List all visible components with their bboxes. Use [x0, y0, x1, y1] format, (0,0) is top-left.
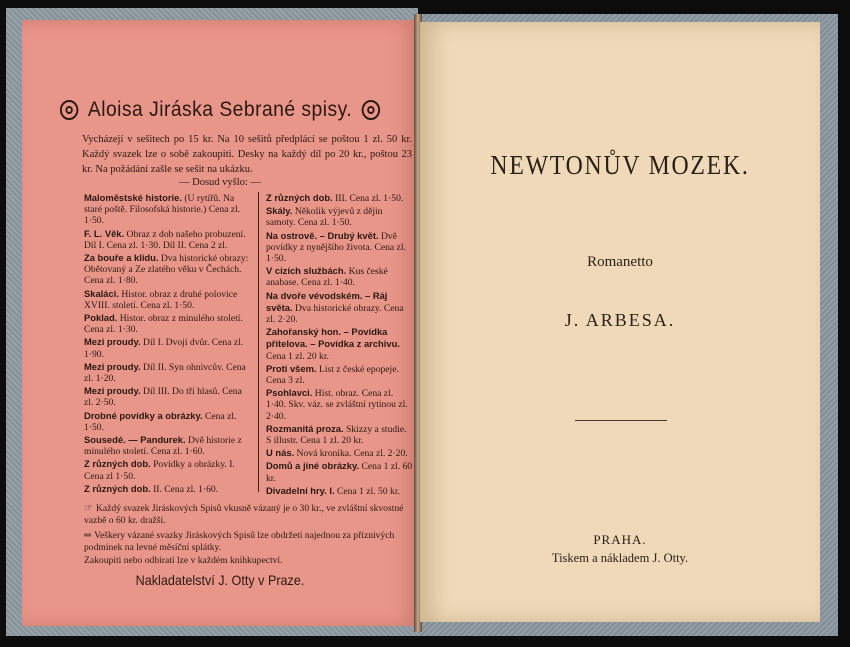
list-item: Sousedé. — Pandurek. Dvě historie z minulého století. Cena zl. 1·60. [84, 434, 242, 458]
list-item: Skály. Několik výjevů z dějin samoty. Cena zl. 1·50. [266, 205, 383, 229]
list-item: V cizích službách. Kus české anabase. Cena zl. 1·40. [266, 265, 388, 289]
double-dash-icon: ═ [84, 530, 92, 541]
list-item: Domů a jiné obrázky. Cena 1 zl. 60 kr. [266, 460, 413, 484]
publisher-line: Nakladatelství J. Otty v Praze. [135, 572, 305, 588]
ad-title-text: Aloisa Jiráska Sebrané spisy. [87, 98, 353, 121]
ad-title [38, 98, 402, 122]
list-item: Z různých dob. Povídky a obrázky. I. Cena zl 1·50. [84, 458, 235, 482]
ad-subheading: — Dosud vyšlo: — [179, 177, 261, 188]
list-item: Drobné povídky a obrázky. Cena zl. 1·50. [84, 409, 237, 433]
list-item: Mezi proudy. Díl III. Do tří hlasů. Cena zl. 2·50. [84, 385, 242, 409]
advertisement-page [22, 20, 418, 626]
title-page [420, 22, 820, 622]
list-item: Z různých dob. II. Cena zl. 1·60. [84, 482, 219, 495]
decorative-rule [575, 420, 667, 421]
ad-intro: Vycházejí v sešitech po 15 kr. Na 10 sešitů předplácí se poštou 1 zl. 50 kr. Každý svazek lze o sobě zakoupiti. Desky na každý díl po 20 kr., poštou 23 kr. Na požádání zašle se sešit na ukázku. [82, 134, 412, 175]
list-item: Za bouře a klidu. Dva historické obrazy: Obětovaný a Ze zlatého věku v Čechách. Cena zl. 1·80. [84, 252, 249, 287]
imprint-city: PRAHA. [593, 532, 647, 547]
list-item: F. L. Věk. Obraz z dob našeho probuzení. Díl I. Cena zl. 1·30. Díl II. Cena 2 zl. [84, 227, 246, 251]
book-genre: Romanetto [587, 254, 653, 270]
list-item: Proti všem. List z české epopeje. Cena 3 zl. [266, 362, 399, 387]
binding-note: ☞ Každý svazek Jiráskových Spisů vkusně vázaný je o 30 kr., ve zvláštní skvostné vazbě o 60 kr. dražší. [84, 503, 404, 526]
list-item: Mezi proudy. Díl I. Dvojí dvůr. Cena zl. 1·90. [84, 336, 244, 360]
list-item: U nás. Nová kronika. Cena zl. 2·20. [266, 447, 408, 460]
book-author: J. ARBESA. [564, 310, 676, 330]
list-item: Na ostrově. – Drubý květ. Dvě povídky z nynějšího života. Cena zl. 1·50. [266, 229, 406, 265]
rosette-ornament-icon [60, 100, 78, 120]
book-list-right [266, 192, 414, 498]
rosette-ornament-icon [361, 100, 379, 120]
list-item: Mezi proudy. Díl II. Syn ohnivcův. Cena zl. 1·20. [84, 360, 246, 385]
list-item: Divadelní hry. I. Cena 1 zl. 50 kr. [266, 484, 400, 497]
list-item: Z různých dob. III. Cena zl. 1·50. [266, 192, 404, 204]
list-item: Rozmanitá proza. Skizzy a studie. S illustr. Cena 1 zl. 20 kr. [266, 422, 407, 447]
list-item: Poklad. Histor. obraz z minulého století. Cena zl. 1·30. [84, 312, 243, 336]
book-list-left [84, 192, 252, 496]
column-divider [258, 192, 259, 492]
pointing-hand-icon: ☞ [84, 503, 93, 514]
installment-note: ═ Veškery vázané svazky Jiráskových Spisů lze obdržeti najednou za příznivých podmínek na levné měsíční splátky. [84, 530, 395, 553]
book-title: NEWTONŮV MOZEK. [490, 150, 750, 180]
bookshop-note: Zakoupiti nebo odbírati lze v každém knihkupectví. [84, 555, 283, 566]
list-item: Maloměstské historie. (U rytířů. Na staré poště. Filosofská historie.) Cena zl. 1·50. [84, 192, 241, 227]
list-item: Zahořanský hon. – Povídka přítelova. – Povídka z archivu. Cena 1 zl. 20 kr. [266, 326, 400, 362]
list-item: Skaláci. Histor. obraz z druhé polovice XVIII. století. Cena zl. 1·50. [84, 287, 238, 311]
imprint-printer: Tiskem a nákladem J. Otty. [551, 551, 689, 565]
list-item: Na dvoře vévodském. – Ráj světa. Dva historické obrazy. Cena zl. 2·20. [266, 289, 404, 326]
list-item: Psohlavci. Hist. obraz. Cena zl. 1·40. Skv. váz. se zvláštní rytinou zl. 2·40. [266, 387, 408, 422]
